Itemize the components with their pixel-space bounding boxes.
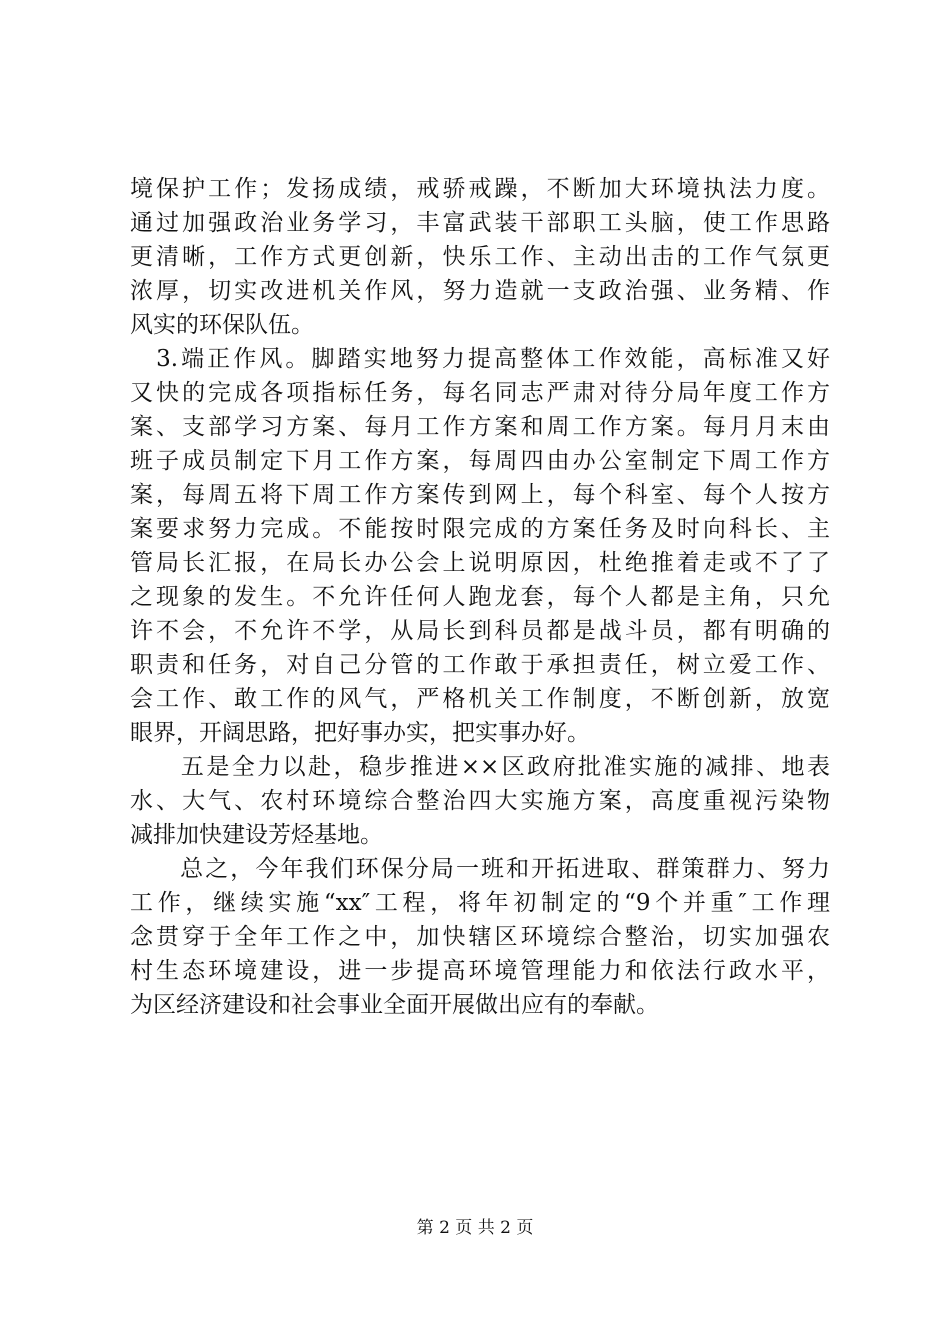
text-line: 浓厚，切实改进机关作风，努力造就一支政治强、业务精、作 [130,278,830,304]
text-line: 五是全力以赴，稳步推进××区政府批准实施的减排、地表 [130,754,830,780]
text-line: 3.端正作风。脚踏实地努力提高整体工作效能，高标准又好 [130,346,830,372]
page-number-footer: 第 2 页 共 2 页 [416,1218,534,1238]
text-line: 案，每周五将下周工作方案传到网上，每个科室、每个人按方 [130,482,830,508]
text-line: 工作，继续实施“xx″工程，将年初制定的“9个并重″工作理 [130,890,830,916]
text-line: 更清晰，工作方式更创新，快乐工作、主动出击的工作气氛更 [130,244,830,270]
text-line: 减排加快建设芳烃基地。 [130,822,383,848]
text-line: 之现象的发生。不允许任何人跑龙套，每个人都是主角，只允 [130,584,830,610]
text-line: 职责和任务，对自己分管的工作敢于承担责任，树立爱工作、 [130,652,830,678]
text-line: 案要求努力完成。不能按时限完成的方案任务及时向科长、主 [130,516,830,542]
text-line: 村生态环境建设，进一步提高环境管理能力和依法行政水平， [130,958,830,984]
text-line: 念贯穿于全年工作之中，加快辖区环境综合整治，切实加强农 [130,924,830,950]
text-line: 班子成员制定下月工作方案，每周四由办公室制定下周工作方 [130,448,830,474]
text-line: 水、大气、农村环境综合整治四大实施方案，高度重视污染物 [130,788,830,814]
text-line: 会工作、敢工作的风气，严格机关工作制度，不断创新，放宽 [130,686,830,712]
document-body [130,172,830,1022]
text-line: 眼界，开阔思路，把好事办实，把实事办好。 [130,720,590,746]
text-line: 通过加强政治业务学习，丰富武装干部职工头脑，使工作思路 [130,210,830,236]
text-line: 管局长汇报，在局长办公会上说明原因，杜绝推着走或不了了 [130,550,830,576]
text-line: 总之，今年我们环保分局一班和开拓进取、群策群力、努力 [130,856,830,882]
text-line: 为区经济建设和社会事业全面开展做出应有的奉献。 [130,992,659,1018]
text-line: 又快的完成各项指标任务，每名同志严肃对待分局年度工作方 [130,380,830,406]
text-line: 许不会，不允许不学，从局长到科员都是战斗员，都有明确的 [130,618,830,644]
text-line: 境保护工作；发扬成绩，戒骄戒躁，不断加大环境执法力度。 [130,176,830,202]
text-line: 风实的环保队伍。 [130,312,314,338]
text-line: 案、支部学习方案、每月工作方案和周工作方案。每月月末由 [130,414,830,440]
